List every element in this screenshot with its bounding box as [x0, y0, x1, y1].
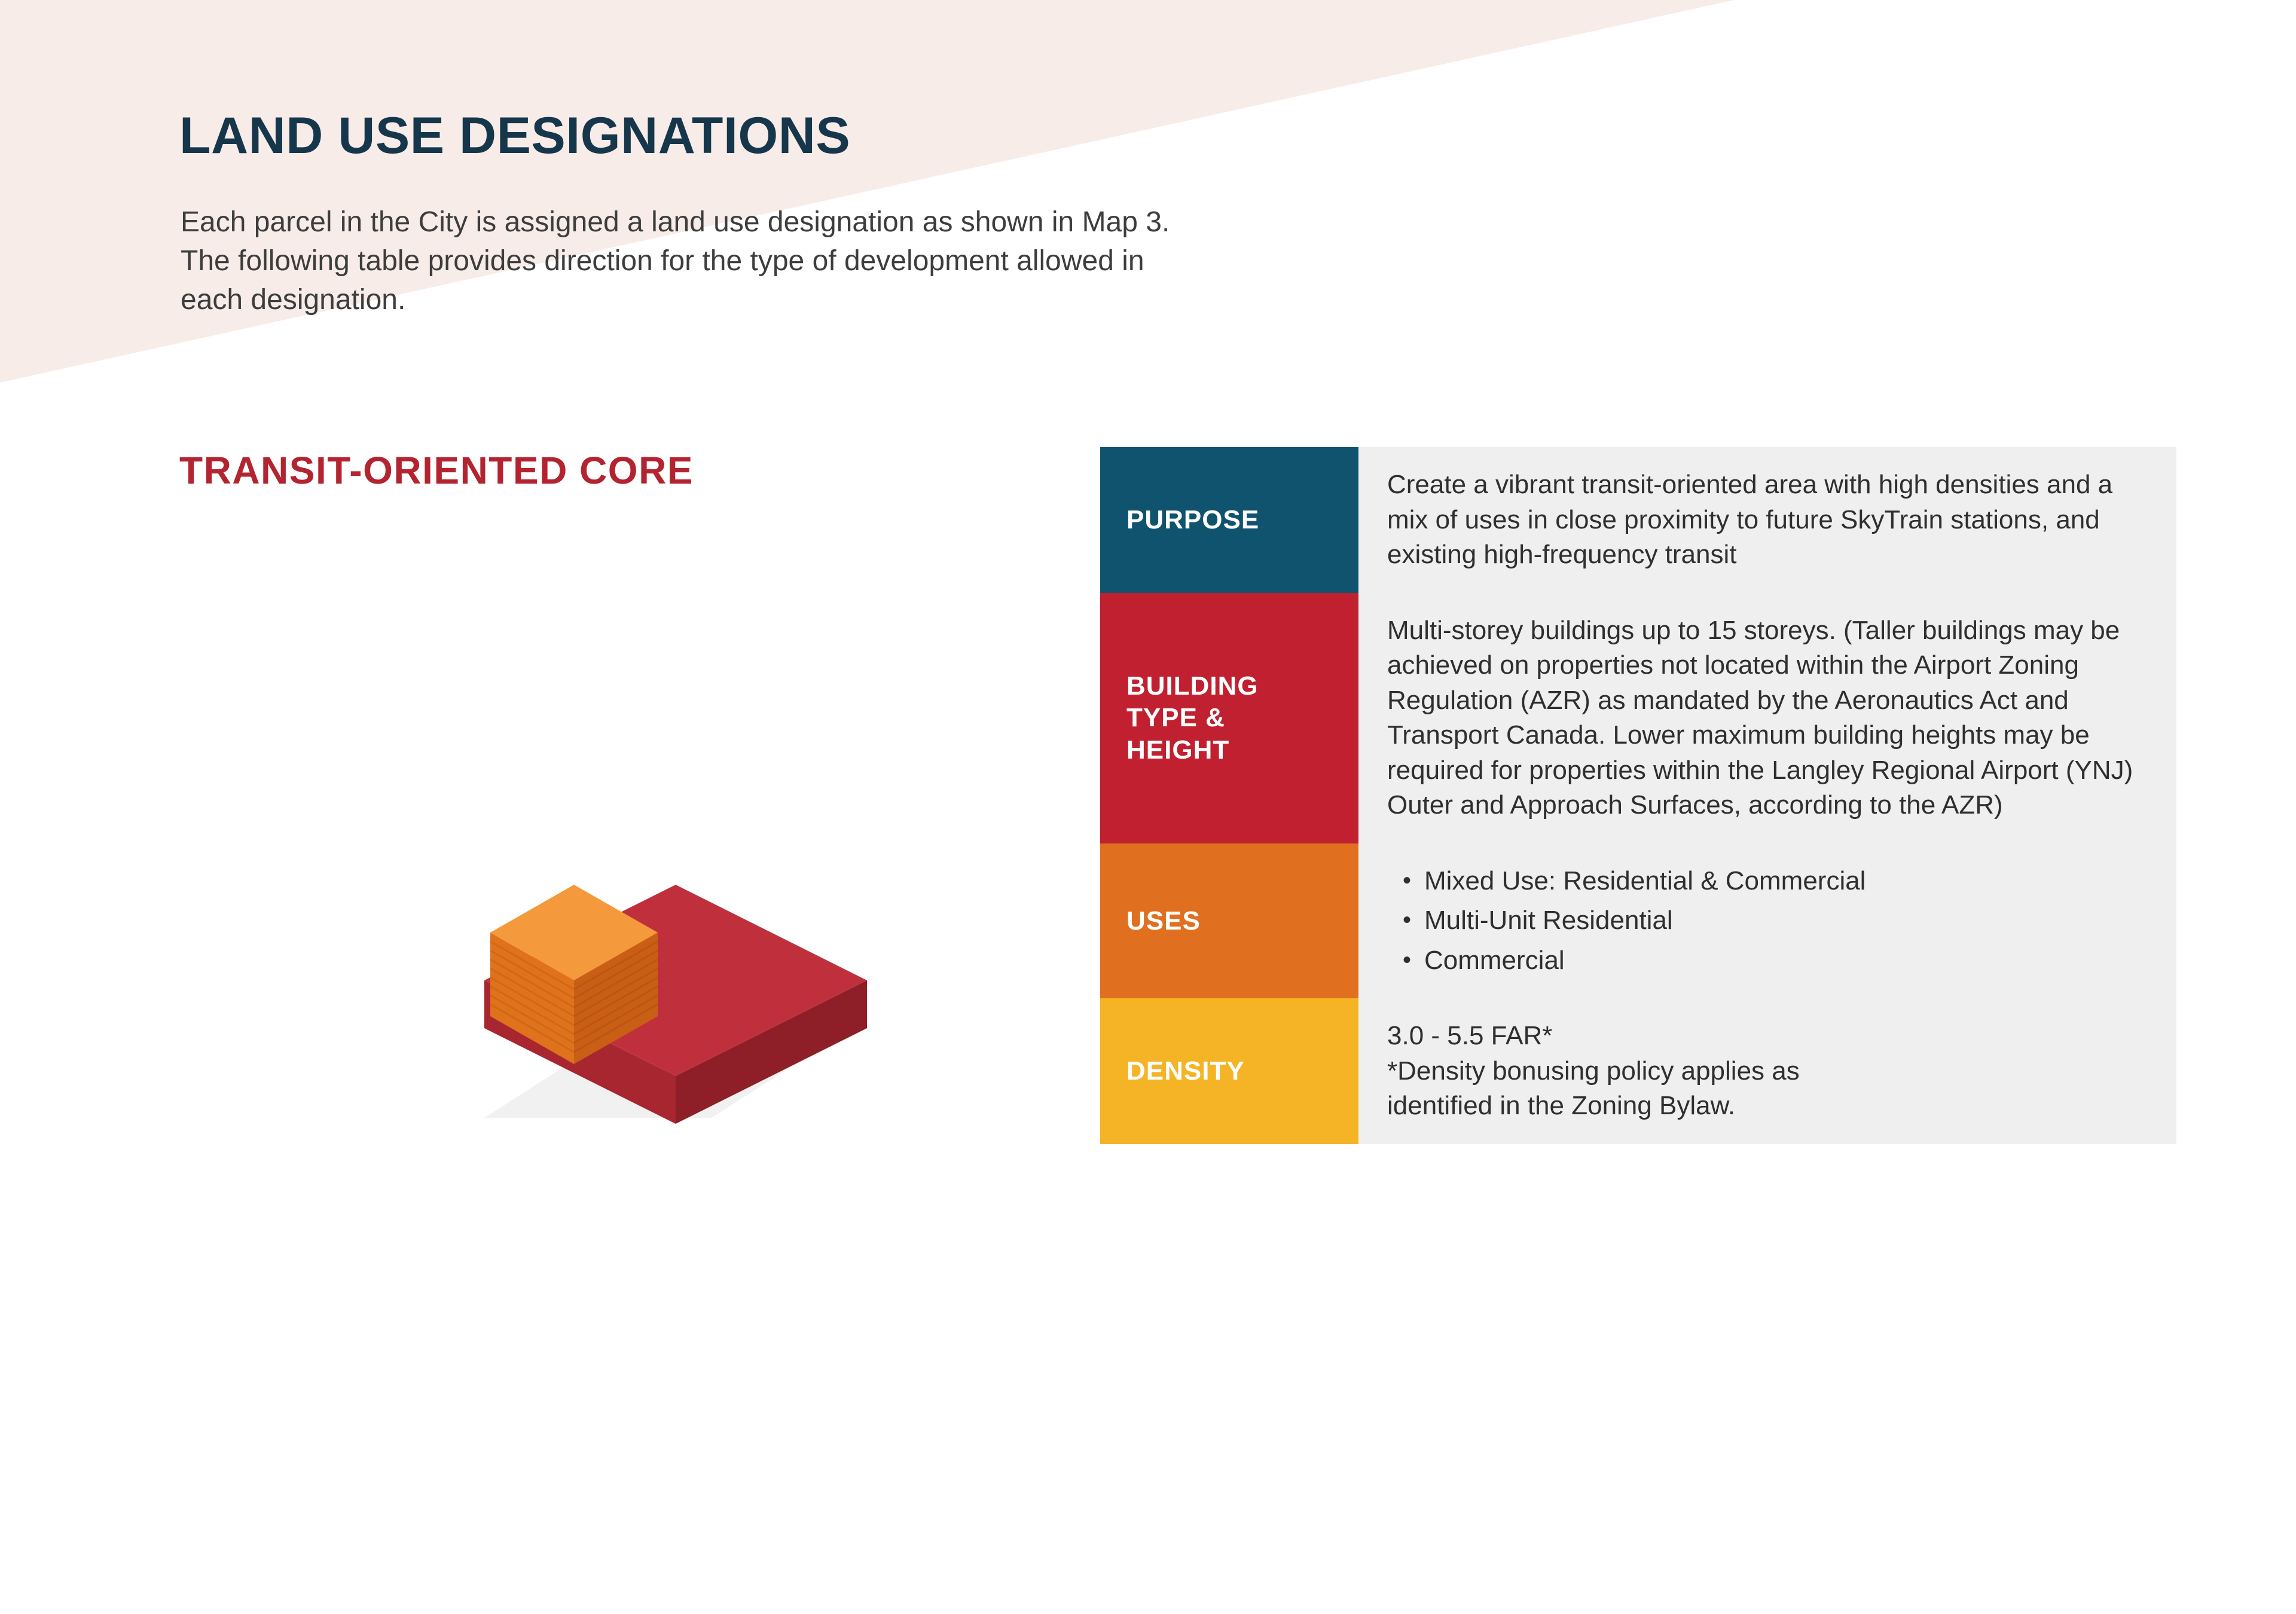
list-item: • Commercial [1424, 943, 2145, 979]
density-line: identified in the Zoning Bylaw. [1387, 1091, 1736, 1121]
intro-paragraph [181, 203, 1711, 319]
row-label-density: DENSITY [1100, 998, 1358, 1144]
designation-title: TRANSIT-ORIENTED CORE [179, 449, 694, 492]
intro-line: each designation. [181, 283, 406, 316]
density-line: 3.0 - 5.5 FAR* [1387, 1021, 1553, 1051]
land-use-illustration [257, 646, 951, 1172]
page-title: LAND USE DESIGNATIONS [179, 106, 851, 164]
row-label-uses: USES [1100, 843, 1358, 999]
row-value-uses [1358, 843, 2176, 999]
list-item: • Multi-Unit Residential [1424, 903, 2145, 939]
row-value-purpose: Create a vibrant transit-oriented area with high densities and a mix of uses in close proximity to future SkyTrain stations, and existing high-frequency transit [1358, 447, 2176, 593]
table-row [1100, 998, 2176, 1144]
isometric-building-icon [257, 646, 951, 1172]
table-row [1100, 447, 2176, 593]
table-row [1100, 843, 2176, 999]
intro-line: The following table provides direction for the type of development allowed in [181, 244, 1144, 277]
intro-line: Each parcel in the City is assigned a land use designation as shown in Map 3. [181, 206, 1170, 238]
list-item: • Mixed Use: Residential & Commercial [1424, 864, 2145, 899]
land-use-spec-table [1100, 447, 2176, 1144]
row-label-purpose: PURPOSE [1100, 447, 1358, 593]
row-value-building-type-height: Multi-storey buildings up to 15 storeys. (Taller buildings may be achieved on properties not located within the Airport Zoning Regulation (AZR) as mandated by the Aeronautics Act and Transport Canada. Lower maximum building heights may be required for properties within the Langley Regional Airport (YNJ) Outer and Approach Surfaces, according to the AZR) [1358, 593, 2176, 843]
density-line: *Density bonusing policy applies as [1387, 1056, 1800, 1086]
row-label-building-type-height: BUILDING TYPE & HEIGHT [1100, 593, 1358, 843]
table-row [1100, 593, 2176, 843]
row-value-density [1358, 998, 2176, 1144]
